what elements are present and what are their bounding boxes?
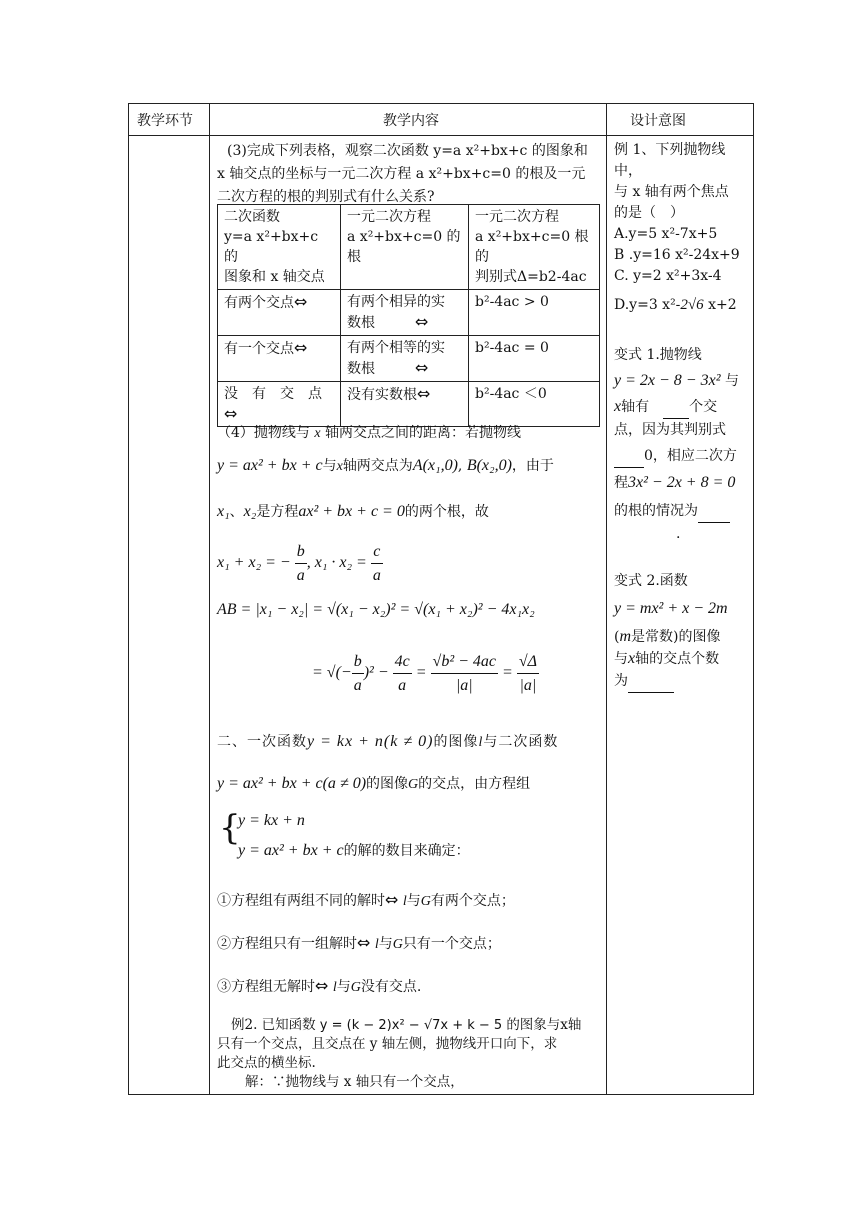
table-header-cell: 一元二次方程 a x²+bx+c=0 的根 bbox=[341, 205, 469, 290]
table-row: 有一个交点⇔ 有两个相等的实 数根 ⇔ b²-4ac = 0 bbox=[218, 336, 600, 382]
equivalence-arrow-icon: ⇔ bbox=[357, 933, 371, 952]
option-b: B .y=16 x²-24x+9 bbox=[614, 247, 740, 263]
option-d: D.y=3 x²-2√6 x+2 bbox=[614, 297, 737, 313]
vieta-formula: x₁ + x₂ = − $\frac{b}{a}$ , x₁ · x₂ = $\frac{c}{a}$ bbox=[217, 540, 597, 587]
header-divider bbox=[129, 135, 753, 136]
distance-formula-1: AB = |x₁ − x₂| = √(x₁ − x₂)² = √(x₁ + x₂)² − 4x₁x₂ bbox=[217, 601, 535, 618]
discriminant-table bbox=[217, 204, 600, 427]
section3-intro: (3)完成下列表格，观察二次函数 y=a x²+bx+c 的图象和 x 轴交点的坐标与一元二次方程 a x²+bx+c=0 的根及一元二次方程的根的判别式有什么关系? bbox=[217, 143, 588, 205]
example1: 例 1、下列抛物线中， 与 x 轴有两个焦点 的是（ ） A.y=5 x²-7x+5 B .y=16 x²-24x+9 C. y=2 x²+3x-4 D.y=3 x²-2√6 x+2 bbox=[614, 140, 750, 316]
header-teaching-content: 教学内容 bbox=[383, 113, 439, 129]
section-two-line2: y = ax² + bx + c(a ≠ 0)的图像G的交点，由方程组 bbox=[217, 775, 531, 792]
section4-line1: （4）抛物线与 x 轴两交点之间的距离：若抛物线 bbox=[217, 425, 522, 441]
option-c: C. y=2 x²+3x-4 bbox=[614, 268, 722, 284]
equivalence-arrow-icon: ⇔ bbox=[294, 292, 308, 311]
section-two-line1: 二、一次函数y = kx + n(k ≠ 0)的图像l与二次函数 bbox=[217, 733, 559, 750]
case-one-solution: ②方程组只有一组解时⇔ l与G只有一个交点； bbox=[217, 933, 501, 952]
option-a: A.y=5 x²-7x+5 bbox=[614, 226, 718, 242]
system-brace: { bbox=[219, 808, 241, 848]
case-no-solution: ③方程组无解时⇔ l与G没有交点. bbox=[217, 976, 422, 995]
equivalence-arrow-icon: ⇔ bbox=[385, 890, 399, 909]
table-header-cell: 二次函数 y=a x²+bx+c 的 图象和 x 轴交点 bbox=[218, 205, 341, 290]
equivalence-arrow-icon: ⇔ bbox=[415, 358, 429, 377]
table-row bbox=[218, 205, 600, 290]
variant2: 变式 2.函数 y = mx² + x − 2m (m是常数)的图像 与x轴的交点个数 为 bbox=[614, 570, 750, 693]
column-divider bbox=[606, 104, 607, 1094]
equivalence-arrow-icon: ⇔ bbox=[415, 312, 429, 331]
equivalence-arrow-icon: ⇔ bbox=[417, 384, 431, 403]
equivalence-arrow-icon: ⇔ bbox=[294, 338, 308, 357]
example2: 例2. 已知函数 y = (k − 2)x² − √7x + k − 5 的图象与x轴 只有一个交点，且交点在 y 轴左侧，抛物线开口向下，求 此交点的横坐标. 解：∵抛物线与 x 轴只有一个交点， bbox=[217, 1017, 582, 1090]
header-teaching-step: 教学环节 bbox=[137, 113, 193, 129]
table-header-cell: 一元二次方程 a x²+bx+c=0 根的 判别式Δ=b2-4ac bbox=[469, 205, 600, 290]
equivalence-arrow-icon: ⇔ bbox=[224, 404, 238, 423]
table-row: 没 有 交 点 ⇔ 没有实数根⇔ b²-4ac ＜0 bbox=[218, 382, 600, 427]
table-row: 有两个交点⇔ 有两个相异的实 数根 ⇔ b²-4ac > 0 bbox=[218, 290, 600, 336]
variant1: 变式 1.抛物线 y = 2x − 8 − 3x² 与 x轴有 个交 点，因为其判别式 0，相应二次方 程3x² − 2x + 8 = 0 的根的情况为 . bbox=[614, 347, 739, 542]
equivalence-arrow-icon: ⇔ bbox=[315, 976, 329, 995]
system-equation-2: y = ax² + bx + c的解的数目来确定： bbox=[238, 842, 470, 859]
section4-line3: x₁、x₂是方程ax² + bx + c = 0的两个根，故 bbox=[217, 503, 489, 520]
system-equation-1: y = kx + n bbox=[238, 812, 305, 829]
header-design-intent: 设计意图 bbox=[630, 113, 686, 129]
column-divider bbox=[209, 104, 210, 1094]
distance-formula-2: = √(− $\frac{b}{a}$ )² − $\frac{4c}{a}$ = $\frac{\text{√b² − 4ac}}{|a|}$ = $\frac{√\Delta}{|a|}$ bbox=[312, 650, 602, 697]
section4-line2: y = ax² + bx + c与x轴两交点为A(x₁,0), B(x₂,0)，由于 bbox=[217, 457, 554, 474]
case-two-solutions: ①方程组有两组不同的解时⇔ l与G有两个交点； bbox=[217, 890, 515, 909]
